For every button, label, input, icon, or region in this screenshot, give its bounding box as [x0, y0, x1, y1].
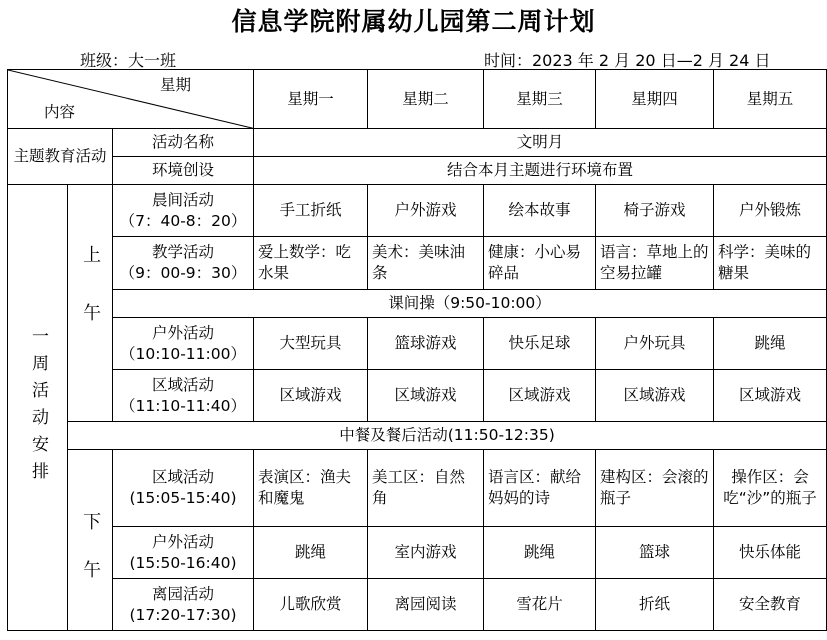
- activity-name: 教学活动: [151, 243, 214, 262]
- afternoon-label: [68, 450, 113, 631]
- activity-time: (17:20-17:30): [129, 605, 237, 624]
- schedule-cell: 爱上数学：吃水果: [254, 237, 368, 290]
- page-title: 信息学院附属幼儿园第二周计划: [231, 7, 596, 36]
- schedule-cell: 雪花片: [484, 579, 596, 631]
- schedule-cell: 手工折纸: [254, 185, 368, 237]
- schedule-cell: 美工区：自然角: [368, 450, 484, 527]
- day-header-monday: 星期一: [254, 70, 368, 129]
- activity-time: （10:10-11:00）: [120, 344, 246, 363]
- activity-time: （7：40-8：20）: [119, 211, 247, 230]
- schedule-cell: 户外游戏: [368, 185, 484, 237]
- lunch-activity: 中餐及餐后活动(11:50-12:35): [68, 422, 827, 450]
- table-row: [8, 237, 827, 290]
- schedule-cell: 椅子游戏: [596, 185, 714, 237]
- theme-label: 主题教育活动: [8, 129, 113, 185]
- activity-label: [113, 579, 254, 631]
- schedule-cell: 篮球游戏: [368, 318, 484, 370]
- theme-row: [8, 129, 827, 157]
- schedule-cell: 操作区：会吃“沙”的瓶子: [714, 450, 827, 527]
- table-row: [8, 527, 827, 579]
- schedule-cell: 区域游戏: [368, 370, 484, 422]
- activity-label: [113, 450, 254, 527]
- week-arrangement-text: 一周活动安排: [27, 326, 48, 489]
- activity-name: 户外活动: [151, 532, 214, 551]
- afternoon-text: 下午: [80, 512, 102, 608]
- schedule-cell: 区域游戏: [714, 370, 827, 422]
- activity-name: 区域活动: [151, 375, 214, 394]
- environment-label: 环境创设: [113, 157, 254, 185]
- table-row: [8, 579, 827, 631]
- schedule-cell: 跳绳: [254, 527, 368, 579]
- activity-time: (15:50-16:40): [129, 553, 237, 572]
- schedule-cell: 跳绳: [714, 318, 827, 370]
- morning-label: [68, 185, 113, 422]
- schedule-cell: 语言区：献给妈妈的诗: [484, 450, 596, 527]
- day-header-thursday: 星期四: [596, 70, 714, 129]
- activity-name: 户外活动: [151, 323, 214, 342]
- activity-label: [113, 185, 254, 237]
- activity-time: (15:05-15:40): [129, 489, 237, 507]
- activity-label: [113, 370, 254, 422]
- schedule-cell: 离园阅读: [368, 579, 484, 631]
- diagonal-header-cell: [8, 70, 254, 129]
- activity-name: 区域活动: [151, 468, 214, 487]
- header-content-label: 内容: [44, 103, 76, 121]
- activity-name-value: 文明月: [254, 129, 827, 157]
- schedule-cell: 语言：草地上的空易拉罐: [596, 237, 714, 290]
- table-row: [8, 185, 827, 237]
- schedule-cell: 表演区：渔夫和魔鬼: [254, 450, 368, 527]
- break-exercise: 课间操（9:50-10:00）: [113, 290, 827, 318]
- schedule-cell: 美术：美味油条: [368, 237, 484, 290]
- environment-row: [8, 157, 827, 185]
- weekly-plan-table: [7, 69, 827, 631]
- environment-value: 结合本月主题进行环境布置: [254, 157, 827, 185]
- table-row: [8, 318, 827, 370]
- schedule-cell: 建构区：会滚的瓶子: [596, 450, 714, 527]
- table-row: [8, 370, 827, 422]
- day-header-wednesday: 星期三: [484, 70, 596, 129]
- schedule-cell: 折纸: [596, 579, 714, 631]
- table-row: [8, 450, 827, 527]
- break-row: [8, 290, 827, 318]
- schedule-cell: 户外玩具: [596, 318, 714, 370]
- schedule-cell: 健康：小心易碎品: [484, 237, 596, 290]
- schedule-cell: 大型玩具: [254, 318, 368, 370]
- schedule-cell: 跳绳: [484, 527, 596, 579]
- schedule-cell: 室内游戏: [368, 527, 484, 579]
- activity-label: [113, 237, 254, 290]
- date-range-label: 时间：2023 年 2 月 20 日—2 月 24 日: [484, 51, 771, 70]
- schedule-cell: 区域游戏: [484, 370, 596, 422]
- activity-name: 离园活动: [151, 584, 214, 603]
- lunch-row: [8, 422, 827, 450]
- schedule-cell: 快乐体能: [714, 527, 827, 579]
- schedule-cell: 户外锻炼: [714, 185, 827, 237]
- schedule-cell: 安全教育: [714, 579, 827, 631]
- activity-time: （11:10-11:40）: [120, 396, 246, 415]
- schedule-cell: 快乐足球: [484, 318, 596, 370]
- activity-time: （9：00-9：30）: [119, 264, 247, 282]
- schedule-cell: 篮球: [596, 527, 714, 579]
- schedule-cell: 科学：美味的糖果: [714, 237, 827, 290]
- day-header-friday: 星期五: [714, 70, 827, 129]
- header-week-label: 星期: [159, 76, 191, 94]
- schedule-cell: 绘本故事: [484, 185, 596, 237]
- activity-label: [113, 318, 254, 370]
- activity-label: [113, 527, 254, 579]
- class-label: 班级：大一班: [80, 51, 177, 70]
- schedule-cell: 区域游戏: [596, 370, 714, 422]
- schedule-cell: 区域游戏: [254, 370, 368, 422]
- activity-name: 晨间活动: [151, 190, 214, 209]
- morning-text: 上午: [80, 245, 102, 361]
- week-arrangement-label: [8, 185, 68, 631]
- header-row: [8, 70, 827, 129]
- schedule-cell: 儿歌欣赏: [254, 579, 368, 631]
- activity-name-label: 活动名称: [113, 129, 254, 157]
- day-header-tuesday: 星期二: [368, 70, 484, 129]
